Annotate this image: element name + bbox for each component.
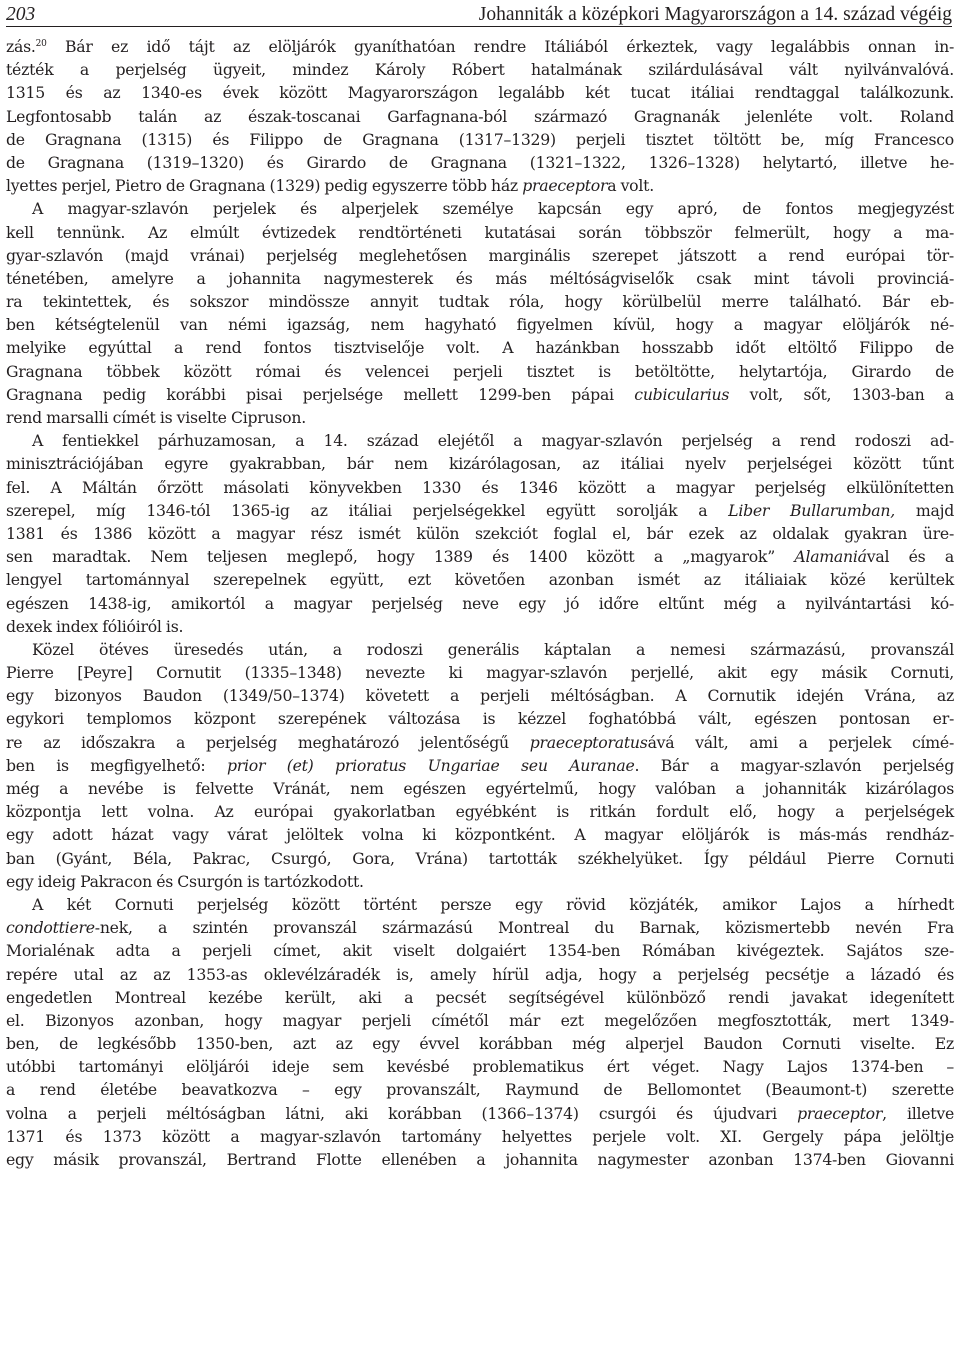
text-run: zás. — [6, 37, 36, 56]
text-run: volna a perjeli méltóságban látni, aki korábban (1366–1374) csurgói és újudvari — [6, 1103, 798, 1123]
italic-term: Liber Bullarumban, — [728, 500, 896, 520]
text-line — [6, 499, 954, 522]
text-run: ává vált, ami a perjelek címé- — [647, 732, 955, 752]
text-run: a volt. — [607, 176, 654, 196]
text-run: egy ideig Pakracon és Csurgón is tartózkodott. — [6, 871, 364, 891]
footnote-marker: 20 — [35, 39, 47, 49]
text-line — [6, 847, 954, 870]
text-run: Legfontosabb talán az észak-toscanai Garfagnana-ból származó Gragnanák jelenléte volt. Roland — [6, 106, 954, 126]
text-run: egy bizonyos Baudon (1349/50–1374) követett a perjeli méltóságban. A Cornutik idején Vrána, az — [6, 686, 954, 706]
text-line — [6, 151, 954, 174]
text-run: lengyel tartománnyal szerepelnek együtt, ezt követően azonban ismét az itáliaiak közé kerültek — [6, 570, 954, 590]
text-run: Közel ötéves üresedés után, a rodoszi generális káptalan a nemesi származású, provanszál — [32, 639, 954, 659]
text-run: 1315 és az 1340-es évek között Magyarországon legalább két tucat itáliai rendtaggal találkozunk. — [6, 83, 954, 103]
text-line — [6, 105, 954, 128]
text-line — [6, 406, 954, 429]
text-line — [6, 476, 954, 499]
text-line — [6, 522, 954, 545]
text-run: de Gragnana (1319–1320) és Girardo de Gragnana (1321–1322, 1326–1328) helytartó, illetve he- — [6, 152, 954, 172]
text-line — [6, 58, 954, 81]
text-line — [6, 545, 954, 568]
text-run: utóbbi tartományi elöljárói ideje sem kevésbé problematikus ért véget. Nagy Lajos 1374-ben – — [6, 1057, 954, 1077]
text-line — [6, 963, 954, 986]
text-line — [6, 1055, 954, 1078]
text-line — [6, 1102, 954, 1125]
text-line — [6, 360, 954, 383]
text-run: de Gragnana (1315) és Filippo de Gragnana (1317–1329) perjeli tisztet töltött be, míg Francesco — [6, 129, 954, 149]
text-run: . Bár a magyar-szlavón perjelség — [634, 755, 954, 775]
text-run: rend marsalli címét is viselte Cipruson. — [6, 408, 306, 427]
text-run: ra tekintettek, és sokszor mindössze annyit tudtak róla, hogy körülbelül merre található. Bár eb- — [6, 292, 954, 312]
text-run: re az időszakra a perjelség meghatározó jelentőségű — [6, 732, 530, 752]
text-run: ben kétségtelenül van némi igazság, nem hagyható figyelmen kívül, hogy a magyar elöljárók né- — [6, 315, 954, 335]
text-run: kell tennünk. Az elmúlt évtizedek rendtörténeti kutatásai során többször felmerült, hogy a ma- — [6, 222, 954, 242]
text-line — [6, 429, 954, 452]
italic-term: prior (et) prioratus Ungariae seu Auranae — [226, 755, 635, 775]
text-run: , illetve — [882, 1103, 954, 1123]
text-run: tézték a perjelség ügyeit, mindez Károly Róbert hatalmának szilárdulásával vált nyilvánvalóvá. — [6, 60, 954, 80]
text-run: központja lett volna. Az európai gyakorlatban egyébként is ritkán fordult elő, hogy a perjelségek — [6, 802, 954, 822]
text-run: egy másik provanszál, Bertrand Flotte ellenében a johannita nagymester azonban 1374-ben Giovanni — [6, 1150, 954, 1169]
text-run: el. Bizonyos azonban, hogy magyar perjeli címétől már ezt megelőzően megfosztották, mert 1349- — [6, 1010, 954, 1030]
text-line — [6, 1148, 954, 1171]
text-run: gyar-szlavón (majd vránai) perjelség meglehetősen marginális szerepet játszott a rend európai tör- — [6, 245, 954, 265]
text-line — [6, 383, 954, 406]
text-run: dexek index fólióiról is. — [6, 616, 184, 636]
text-run: -nek, a szintén provanszál származású Montreal du Barnak, közismertebb nevén Fra — [94, 918, 954, 938]
italic-term: cubicularius — [634, 384, 730, 404]
italic-term: praeceptor — [797, 1103, 883, 1123]
text-line — [6, 1009, 954, 1032]
text-run: még a nevébe is felvette Vránát, nem egészen egyértelmű, hogy valóban a johanniták kizárólagos — [6, 779, 954, 798]
text-line — [6, 128, 954, 151]
text-run: ban (Gyánt, Béla, Pakrac, Csurgó, Gora, Vrána) tartották székhelyüket. Így például Pierre Cornuti — [6, 848, 954, 868]
running-title: Johanniták a középkori Magyarországon a 14. század végéig — [478, 4, 952, 25]
italic-term: praeceptor — [522, 176, 608, 196]
text-run: egy adott házat vagy várat jelöltek volna ki központként. A magyar elöljárók is más-más rendház- — [6, 825, 954, 845]
text-line — [6, 1032, 954, 1055]
text-run: val és a — [866, 547, 954, 567]
text-run: a rend életébe beavatkozva – egy provanszált, Raymund de Bellomontet (Beaumont-t) szerette — [6, 1080, 954, 1100]
text-run: volt, sőt, 1303-ban a — [729, 384, 954, 404]
text-line — [6, 986, 954, 1009]
text-run: lyettes perjel, Pietro de Gragnana (1329) pedig egyszerre több ház — [6, 176, 523, 196]
text-run: 1381 és 1386 között a magyar rész ismét külön szekciót foglal el, bár ezek az oldalak gyakran üre- — [6, 523, 954, 543]
running-header — [6, 0, 952, 27]
text-run: szerepel, míg 1346-tól 1365-ig az itáliai perjelségekkel együtt sorolják a — [6, 500, 729, 520]
text-line — [6, 174, 954, 197]
text-run: sen maradtak. Nem teljesen meglepő, hogy 1389 és 1400 között a „magyarok” — [6, 547, 795, 567]
text-line — [6, 939, 954, 962]
text-run: 1371 és 1373 között a magyar-szlavón tartomány helyettes perjele volt. XI. Gergely pápa jelöltje — [6, 1126, 954, 1146]
text-run: A fentiekkel párhuzamosan, a 14. század elejétől a magyar-szlavón perjelség a rend rodoszi ad- — [32, 431, 954, 451]
text-run: Gragnana pedig korábbi pisai perjelsége mellett 1299-ben pápai — [6, 384, 635, 404]
text-run: egykori templomos központ szerepének változása is kézzel foghatóbbá vált, egészen pontosan er- — [6, 709, 954, 729]
text-run: Morialénak adta a perjeli címet, akit viselt dolgaiért 1354-ben Rómában kivégeztek. Sajátos sze- — [6, 941, 954, 961]
text-line — [6, 823, 954, 846]
text-line — [6, 221, 954, 244]
text-line — [6, 615, 954, 638]
text-line — [6, 313, 954, 336]
text-line — [6, 452, 954, 475]
text-line — [6, 244, 954, 267]
text-line — [6, 707, 954, 730]
italic-term: condottiere — [6, 918, 95, 938]
text-line — [6, 661, 954, 684]
text-line — [6, 267, 954, 290]
text-run: minisztrációjában egyre gyakrabban, bár nem kizárólagosan, az itáliai nyelv perjelségei között tűnt — [6, 454, 954, 474]
text-line — [6, 800, 954, 823]
italic-term: Alamaniá — [794, 547, 867, 567]
text-line — [6, 754, 954, 777]
text-line — [6, 592, 954, 615]
italic-term: praeceptoratus — [529, 732, 648, 752]
text-line — [6, 568, 954, 591]
text-line — [6, 81, 954, 104]
text-run: repére utal az az 1353-as oklevélzáradék is, amely hírül adja, hogy a perjelség pecsétje a lázadó és — [6, 964, 954, 984]
text-line — [6, 336, 954, 359]
text-run: Pierre [Peyre] Cornutit (1335–1348) nevezte ki magyar-szlavón perjellé, akit egy másik Cornuti, — [6, 663, 954, 683]
text-line — [6, 1078, 954, 1101]
text-line — [6, 777, 954, 800]
text-line — [6, 870, 954, 893]
text-run: engedetlen Montreal kezébe került, aki a pecsét segítségével különböző rendi javakat idegenített — [6, 987, 954, 1007]
text-line — [6, 1125, 954, 1148]
text-run: egészen 1438-ig, amikortól a magyar perjelség neve egy jó időre eltűnt még a nyilvántartási kó- — [6, 593, 954, 613]
page-number: 203 — [6, 4, 36, 25]
text-run: fel. A Máltán őrzött másolati könyvekben 1330 és 1346 között a magyar perjelség elkülönítetten — [6, 477, 954, 497]
text-run: ben, de legkésőbb 1350-ben, azt az egy évvel korábban még alperjel Baudon Cornuti viselte. Ez — [6, 1034, 954, 1054]
text-line — [6, 684, 954, 707]
text-run: ben is megfigyelhető: — [6, 755, 227, 775]
text-run: Bár ez idő tájt az elöljárók gyaníthatóan rendre Itáliából érkeztek, vagy legalábbis onnan in- — [46, 37, 954, 56]
text-line — [6, 893, 954, 916]
text-run: Gragnana többek között római és velencei perjeli tisztet is betöltötte, helytartója, Girardo de — [6, 361, 954, 381]
text-line — [6, 290, 954, 313]
text-run: A két Cornuti perjelség között történt persze egy rövid közjáték, amikor Lajos a hírhedt — [32, 894, 954, 914]
text-line — [6, 638, 954, 661]
text-run: A magyar-szlavón perjelek és alperjelek személye kapcsán egy apró, de fontos megjegyzést — [32, 199, 954, 219]
text-run: melyike egyúttal a rend fontos tisztviselője volt. A hazánkban hosszabb időt eltöltő Filippo de — [6, 338, 954, 358]
body-text — [6, 35, 954, 1171]
text-line — [6, 35, 954, 58]
text-run: majd — [895, 500, 954, 520]
text-line — [6, 916, 954, 939]
text-line — [6, 197, 954, 220]
text-line — [6, 731, 954, 754]
text-run: ténetében, amelyre a johannita nagymesterek és más méltóságviselők csak mint távoli provinciá- — [6, 268, 954, 288]
